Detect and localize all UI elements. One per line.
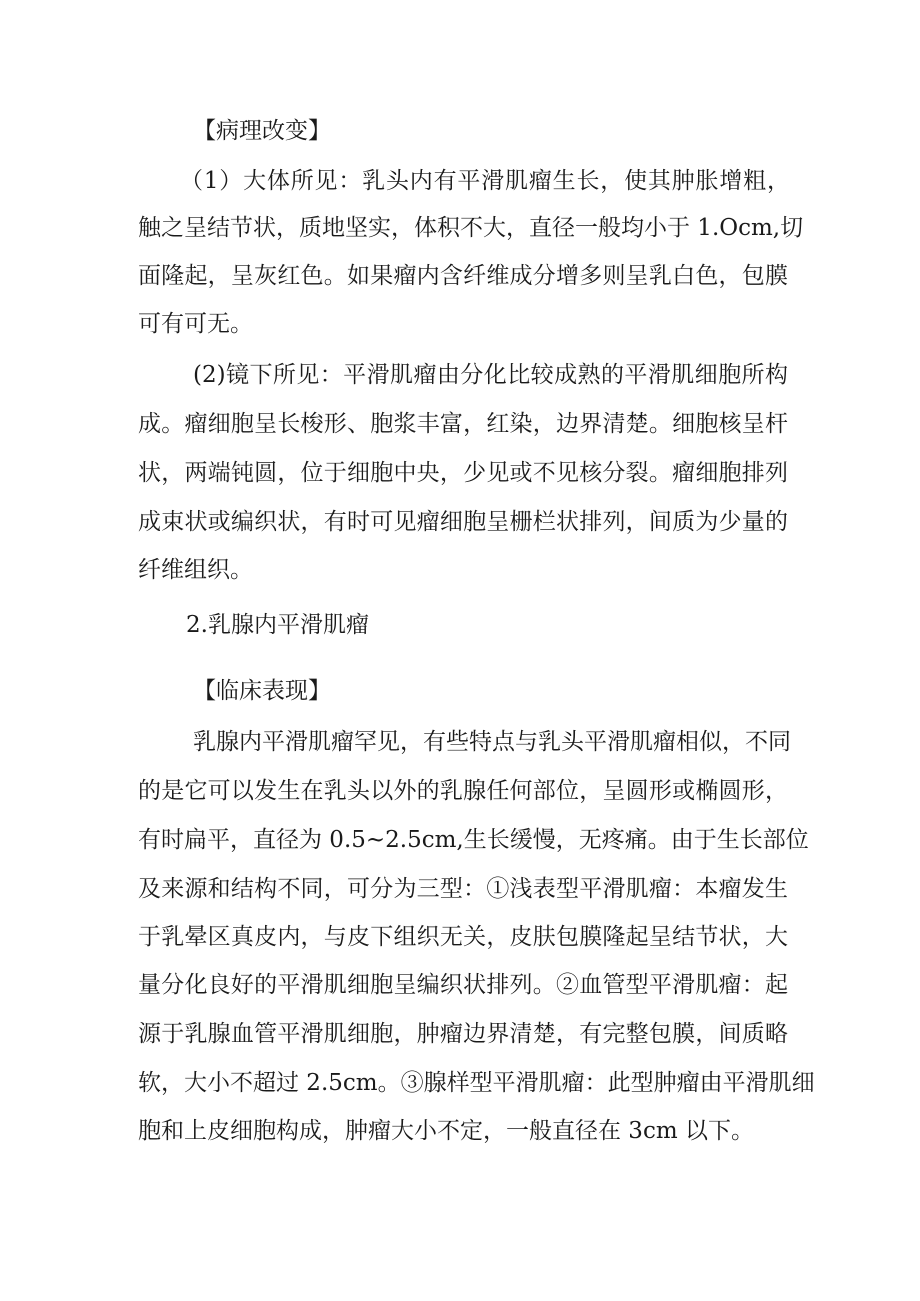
paragraph-line: (2)镜下所见：平滑肌瘤由分化比较成熟的平滑肌细胞所构 [193, 362, 788, 388]
paragraph-line: 可有可无。 [138, 311, 253, 337]
paragraph-line: 胞和上皮细胞构成，肿瘤大小不定，一般直径在 3cm 以下。 [138, 1118, 754, 1144]
paragraph-line: 成。瘤细胞呈长梭形、胞浆丰富，红染，边界清楚。细胞核呈杆 [138, 411, 788, 437]
paragraph-line: 触之呈结节状，质地坚实，体积不大，直径一般均小于 1.Ocm,切 [138, 215, 804, 241]
section-heading-pathology: 【病理改变】 [193, 118, 331, 144]
paragraph-line: 源于乳腺血管平滑肌细胞，肿瘤边界清楚，有完整包膜，间质略 [138, 1021, 788, 1047]
paragraph-line: 成束状或编织状，有时可见瘤细胞呈栅栏状排列，间质为少量的 [138, 509, 788, 535]
paragraph-line: 于乳晕区真皮内，与皮下组织无关，皮肤包膜隆起呈结节状，大 [138, 924, 788, 950]
paragraph-line: 纤维组织。 [138, 557, 253, 583]
section-title: 2.乳腺内平滑肌瘤 [186, 612, 369, 638]
paragraph-line: 量分化良好的平滑肌细胞呈编织状排列。②血管型平滑肌瘤：起 [138, 972, 788, 998]
paragraph-line: 状，两端钝圆，位于细胞中央，少见或不见核分裂。瘤细胞排列 [138, 460, 788, 486]
paragraph-line: 面隆起，呈灰红色。如果瘤内含纤维成分增多则呈乳白色，包膜 [138, 263, 788, 289]
paragraph-line: 软，大小不超过 2.5cm。③腺样型平滑肌瘤：此型肿瘤由平滑肌细 [138, 1070, 815, 1096]
paragraph-line: 乳腺内平滑肌瘤罕见，有些特点与乳头平滑肌瘤相似，不同 [193, 729, 791, 755]
paragraph-line: 有时扁平，直径为 0.5~2.5cm,生长缓慢，无疼痛。由于生长部位 [138, 827, 809, 853]
section-heading-clinical: 【临床表现】 [193, 678, 331, 704]
paragraph-line: 的是它可以发生在乳头以外的乳腺任何部位，呈圆形或椭圆形， [138, 778, 788, 804]
paragraph-line: 及来源和结构不同，可分为三型：①浅表型平滑肌瘤：本瘤发生 [138, 876, 788, 902]
paragraph-line: （1）大体所见：乳头内有平滑肌瘤生长，使其肿胀增粗， [180, 168, 790, 194]
